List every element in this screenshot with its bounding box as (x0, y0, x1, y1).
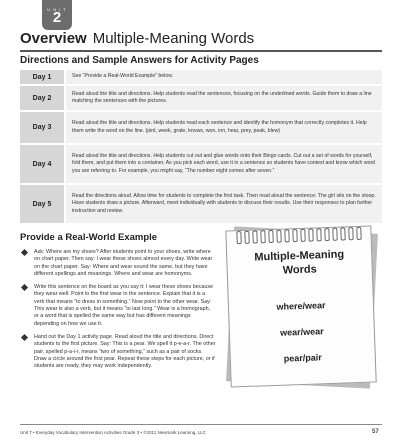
page-number: 57 (372, 429, 379, 435)
unit-badge (42, 0, 72, 30)
day-text: See “Provide a Real-World Example” below. (66, 70, 382, 84)
unit-number: 2 (52, 9, 62, 26)
bullet-item (20, 334, 216, 370)
day-label: Day 4 (20, 145, 66, 183)
days-table (20, 68, 382, 225)
provide-example-section (20, 232, 216, 376)
day-row (20, 112, 382, 143)
chart-word: pear/pair (283, 352, 322, 364)
chart-paper-title (227, 247, 372, 280)
page-title (20, 30, 254, 47)
diamond-bullet-icon (21, 249, 28, 256)
bullet-text: Write this sentence on the board as you say it: I wear these shoes because they wear well. Point to the first wear in the sentence. Explain that it is a verb that means “to dress in something.” Now point to the other wear. Say: This wear is also a verb, but it means “to last long.” Wear is a homograph, or a word that is spelled the same way but has different meanings depending on how we use it. (34, 284, 214, 327)
footer-rule (20, 424, 382, 425)
diamond-bullet-icon (21, 284, 28, 291)
day-row (20, 70, 382, 84)
unit-word: U N I T (47, 7, 67, 12)
chart-title-line2: Words (282, 263, 317, 277)
day-row (20, 185, 382, 223)
spiral-binding-icon (232, 226, 372, 245)
footer-credit: Unit 7 • Everyday Vocabulary Intervention Activities Grade 3 • ©2011 Newmark Learning, LLC (20, 430, 206, 435)
title-rest: Multiple-Meaning Words (92, 30, 255, 47)
day-label: Day 5 (20, 185, 66, 223)
day-label: Day 1 (20, 70, 66, 84)
day-text: Read aloud the title and directions. Help students read each sentence and identify the homonym that correctly completes it. Help them write the word on the line. (pint, week, grate, knows, won, inn, hear, prey, peak, blew) (66, 112, 382, 143)
provide-heading: Provide a Real-World Example (20, 232, 158, 243)
chart-paper (225, 226, 376, 388)
bullet-item (20, 284, 216, 328)
chart-title-line1: Multiple-Meaning (254, 248, 345, 264)
day-text: Read aloud the title and directions. Help students cut out and glue words onto their Bingo cards. Cut out a set of words for yourself, fold them, and put them into a container. As you pick each word, use it in a sentence so students have context and know which word you are referring to. For example, you might say, “The number eight comes after seven.” (66, 145, 382, 183)
bullet-text: Ask: Where are my shoes? After students point to your shoes, write where on chart paper. Then say: I wear these shoes almost every day. Write wear on the chart paper. Say: Where and wear sound the same, but they have different spellings and meanings. Where and wear are homonyms. (34, 249, 213, 277)
diamond-bullet-icon (21, 334, 28, 341)
day-label: Day 2 (20, 86, 66, 110)
bullet-item (20, 249, 216, 278)
title-rule (20, 50, 382, 52)
chart-word: wear/wear (279, 326, 324, 338)
day-text: Read the directions aloud. Allow time for students to complete the first task. Then read aloud the sentence: The girl sits on the stoop. Have students draw a picture. Afterward, meet individually with students to discuss their results. Use their responses to plan further instruction and review. (66, 185, 382, 223)
day-text: Read aloud the title and directions. Help students read the sentences, focusing on the underlined words. Guide them to draw a line matching the sentences with the pictures. (66, 86, 382, 110)
title-bold: Overview (20, 30, 87, 47)
day-row (20, 145, 382, 183)
chart-paper-illustration (226, 220, 382, 390)
day-label: Day 3 (20, 112, 66, 143)
chart-word: where/wear (276, 300, 326, 312)
directions-heading: Directions and Sample Answers for Activity Pages (20, 55, 259, 66)
bullet-text: Hand out the Day 1 activity page. Read aloud the title and directions. Direct students to the first picture. Say: This is a pear. We spell it p-e-a-r. The other pair, spelled p-a-i-r, means “two of something,” such as a pair of socks. Draw a circle around the first pear. Repeat these steps for each picture, or if students are ready, they may work independently. (34, 333, 216, 370)
day-row (20, 86, 382, 110)
